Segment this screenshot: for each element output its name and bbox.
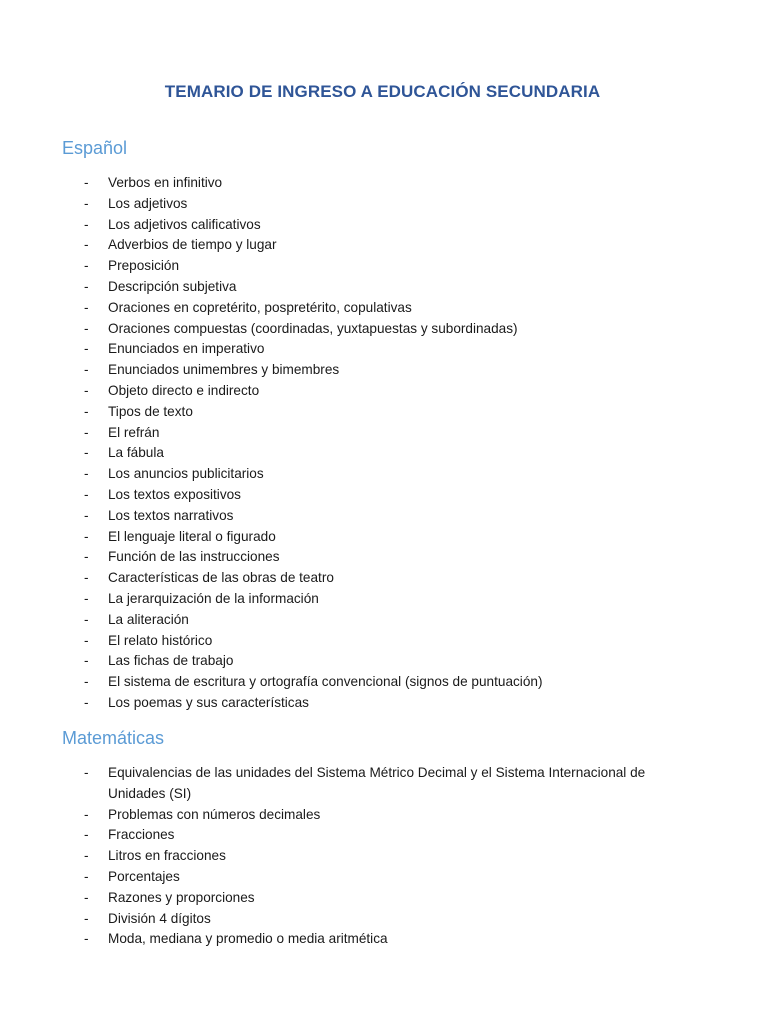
list-bullet: - [84,570,89,586]
list-bullet: - [84,382,89,398]
list-item [84,215,684,236]
list-item [84,547,684,568]
list-bullet: - [84,889,89,905]
list-bullet: - [84,674,89,690]
list-bullet: - [84,195,89,211]
list-item [84,277,684,298]
list-bullet: - [84,507,89,523]
list-bullet: - [84,848,89,864]
list-item-text: Equivalencias de las unidades del Sistema Métrico Decimal y el Sistema Internacional de Unidades (SI) [108,765,646,801]
list-item-text: La fábula [108,445,164,461]
list-item-text: Los textos narrativos [108,507,234,523]
list-bullet: - [84,299,89,315]
list-item-text: División 4 dígitos [108,910,211,926]
list-bullet: - [84,653,89,669]
list-item [84,909,684,930]
list-item [84,589,684,610]
list-item [84,443,684,464]
list-bullet: - [84,424,89,440]
list-bullet: - [84,466,89,482]
list-bullet: - [84,827,89,843]
section-heading-matematicas: Matemáticas [62,728,165,748]
list-bullet: - [84,175,89,190]
list-item-text: Adverbios de tiempo y lugar [108,237,277,253]
list-item [84,825,684,846]
list-bullet: - [84,765,89,780]
list-item-text: Descripción subjetiva [108,278,237,294]
list-item [84,298,684,319]
list-item-text: La aliteración [108,611,189,627]
list-item [84,173,684,194]
list-bullet: - [84,528,89,544]
section-heading-espanol: Español [62,138,128,158]
list-bullet: - [84,806,89,822]
list-item [84,464,684,485]
list-bullet: - [84,868,89,884]
list-bullet: - [84,362,89,378]
list-item-text: Fracciones [108,827,175,843]
list-item [84,929,684,950]
list-bullet: - [84,403,89,419]
list-item [84,805,684,826]
list-item-text: Los anuncios publicitarios [108,466,264,482]
list-bullet: - [84,320,89,336]
list-bullet: - [84,931,89,947]
list-item-text: Enunciados unimembres y bimembres [108,362,340,378]
list-item-text: Los textos expositivos [108,486,241,502]
list-item [84,506,684,527]
list-bullet: - [84,486,89,502]
list-item-text: Las fichas de trabajo [108,653,234,669]
list-item [84,651,684,672]
list-bullet: - [84,445,89,461]
list-item-text: El refrán [108,424,160,440]
list-item-text: Características de las obras de teatro [108,570,334,586]
list-item [84,888,684,909]
list-item [84,846,684,867]
list-bullet: - [84,278,89,294]
list-item-text: El sistema de escritura y ortografía convencional (signos de puntuación) [108,674,543,690]
topic-list-matematicas [84,763,684,950]
list-item-text: Porcentajes [108,868,180,884]
list-bullet: - [84,258,89,274]
list-item [84,423,684,444]
list-item [84,194,684,215]
list-item-text: Moda, mediana y promedio o media aritmética [108,931,388,947]
list-bullet: - [84,216,89,232]
list-bullet: - [84,611,89,627]
list-item-text: El lenguaje literal o figurado [108,528,276,544]
list-item-text: Los poemas y sus características [108,694,309,710]
list-item [84,693,684,714]
list-item [84,631,684,652]
list-item [84,672,684,693]
list-item-text: Litros en fracciones [108,848,226,864]
list-bullet: - [84,590,89,606]
list-item-text: Verbos en infinitivo [108,175,223,190]
list-item [84,402,684,423]
list-item-text: La jerarquización de la información [108,590,319,606]
list-item [84,319,684,340]
document-title: TEMARIO DE INGRESO A EDUCACIÓN SECUNDARIA [164,82,601,101]
list-item [84,381,684,402]
list-item [84,485,684,506]
list-bullet: - [84,694,89,710]
list-item [84,568,684,589]
list-bullet: - [84,549,89,565]
list-item-text: El relato histórico [108,632,213,648]
list-item-text: Oraciones compuestas (coordinadas, yuxtapuestas y subordinadas) [108,320,518,336]
list-item-text: Enunciados en imperativo [108,341,265,357]
list-bullet: - [84,632,89,648]
list-item-text: Objeto directo e indirecto [108,382,260,398]
list-item [84,763,684,805]
list-item [84,360,684,381]
list-bullet: - [84,341,89,357]
list-item-text: Razones y proporciones [108,889,255,905]
list-item-text: Función de las instrucciones [108,549,280,565]
list-bullet: - [84,237,89,253]
list-item-text: Tipos de texto [108,403,193,419]
list-item-text: Problemas con números decimales [108,806,321,822]
topic-list-espanol [84,173,684,714]
list-item-text: Preposición [108,258,180,274]
list-item [84,256,684,277]
list-item-text: Oraciones en copretérito, pospretérito, copulativas [108,299,412,315]
list-item [84,339,684,360]
list-item-text: Los adjetivos calificativos [108,216,261,232]
list-item-text: Los adjetivos [108,195,188,211]
list-bullet: - [84,910,89,926]
list-item [84,610,684,631]
list-item [84,867,684,888]
list-item [84,235,684,256]
list-item [84,527,684,548]
